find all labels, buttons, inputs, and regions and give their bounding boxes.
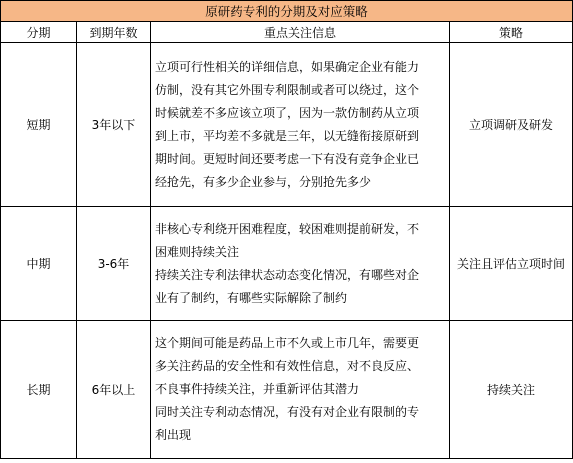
- strategy-cell: 立项调研及研发: [450, 43, 573, 207]
- info-line: 多关注药品的安全性和有效性信息，对不良反应、: [155, 359, 420, 373]
- info-line: 期时间。更短时间还要考虑一下有没有竞争企业已: [155, 151, 420, 166]
- info-line: 困难则持续关注: [155, 244, 240, 259]
- strategy-cell: 持续关注: [450, 321, 573, 459]
- info-line: 时候就差不多应该立项了，因为一款仿制药从立项: [155, 105, 420, 120]
- period-cell: 长期: [1, 321, 77, 459]
- table-title-row: [1, 1, 573, 22]
- info-line: 利出现: [155, 428, 192, 442]
- header-row: [1, 22, 573, 43]
- info-cell: [151, 207, 450, 321]
- info-line: 持续关注专利法律状态动态变化情况，有哪些对企: [155, 267, 420, 282]
- info-line: 这个期间可能是药品上市不久或上市几年，需要更: [155, 336, 420, 350]
- period-cell: 中期: [1, 207, 77, 321]
- info-line: 不良事件持续关注，并重新评估其潜力: [155, 382, 360, 396]
- info-line: 非核心专利绕开困难程度，较困难则提前研发，不: [155, 221, 420, 236]
- years-cell: 3年以下: [77, 43, 151, 207]
- info-line: 仿制，没有其它外围专利限制或者可以绕过，这个: [155, 82, 420, 97]
- info-line: 到上市，平均差不多就是三年，以无缝衔接原研到: [155, 128, 420, 143]
- years-cell: 3-6年: [77, 207, 151, 321]
- table-row: [1, 207, 573, 321]
- table-title: 原研药专利的分期及对应策略: [1, 1, 573, 22]
- strategy-cell: 关注且评估立项时间: [450, 207, 573, 321]
- period-cell: 短期: [1, 43, 77, 207]
- header-info: 重点关注信息: [151, 22, 450, 43]
- info-cell: [151, 43, 450, 207]
- info-cell: [151, 321, 450, 459]
- info-line: 同时关注专利动态情况，有没有对企业有限制的专: [155, 405, 420, 419]
- header-period: 分期: [1, 22, 77, 43]
- header-strategy: 策略: [450, 22, 573, 43]
- years-cell: 6年以上: [77, 321, 151, 459]
- table-row: [1, 43, 573, 207]
- info-line: 经抢先，有多少企业参与，分别抢先多少: [155, 174, 372, 189]
- info-line: 业有了制约，有哪些实际解除了制约: [155, 290, 348, 305]
- info-line: 立项可行性相关的详细信息，如果确定企业有能力: [155, 59, 420, 74]
- table-row: [1, 321, 573, 459]
- header-years: 到期年数: [77, 22, 151, 43]
